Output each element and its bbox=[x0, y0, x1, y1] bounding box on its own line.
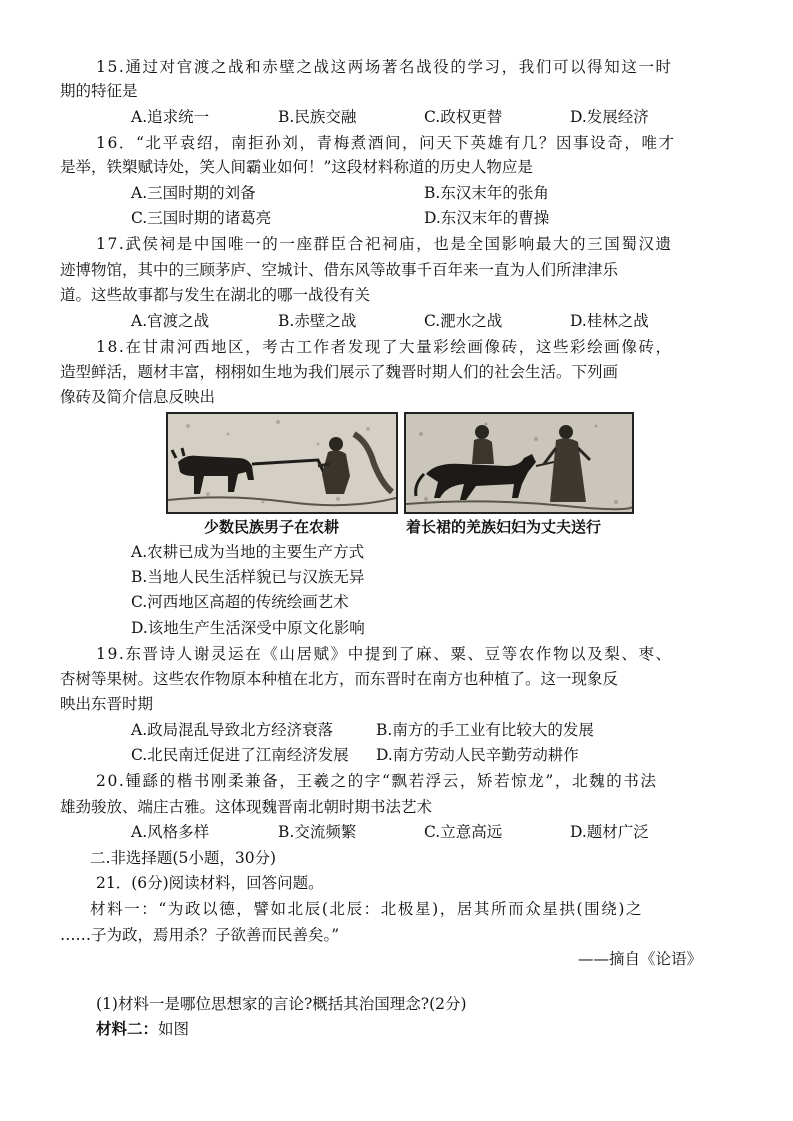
q18-option-c: C.河西地区高超的传统绘画艺术 bbox=[131, 593, 349, 611]
q21-material2 bbox=[96, 1018, 189, 1040]
q18-option-d: D.该地生产生活深受中原文化影响 bbox=[131, 619, 365, 637]
material2-label: 材料二： bbox=[96, 1019, 159, 1038]
q18-stem-line1: 18.在甘肃河西地区，考古工作者发现了大量彩绘画像砖，这些彩绘画像砖， bbox=[96, 338, 673, 356]
q15-stem-line2: 期的特征是 bbox=[60, 82, 138, 100]
q20-option-a: A.风格多样 bbox=[131, 823, 210, 841]
q17-stem-line1: 17.武侯祠是中国唯一的一座群臣合祀祠庙，也是全国影响最大的三国蜀汉遗 bbox=[96, 235, 673, 253]
q20-stem-line1: 20.锺繇的楷书刚柔兼备，王羲之的字“飘若浮云，矫若惊龙”，北魏的书法 bbox=[96, 772, 658, 790]
q15-stem-line1: 15.通过对官渡之战和赤壁之战这两场著名战役的学习，我们可以得知这一时 bbox=[96, 58, 673, 76]
q15-option-a: A.追求统一 bbox=[131, 108, 210, 126]
q20-option-c: C.立意高远 bbox=[424, 823, 503, 841]
brick-painting-farewell bbox=[404, 412, 634, 514]
q19-stem-line2: 杏树等果树。这些农作物原本种植在北方，而东晋时在南方也种植了。这一现象反 bbox=[60, 670, 619, 688]
q16-stem-line1: 16．“北平袁绍，南拒孙刘，青梅煮酒间，问天下英雄有几？因事设奇，唯才 bbox=[96, 134, 676, 152]
q16-option-d: D.东汉末年的曹操 bbox=[424, 209, 550, 227]
q20-option-b: B.交流频繁 bbox=[278, 823, 357, 841]
q17-option-c: C.淝水之战 bbox=[424, 312, 503, 330]
q19-stem-line3: 映出东晋时期 bbox=[60, 695, 154, 713]
q19-option-c: C.北民南迁促进了江南经济发展 bbox=[131, 746, 349, 764]
q19-stem-line1: 19.东晋诗人谢灵运在《山居赋》中提到了麻、粟、豆等农作物以及梨、枣、 bbox=[96, 645, 673, 663]
q17-stem-line2: 迹博物馆，其中的三顾茅庐、空城计、借东风等故事千百年来一直为人们所津津乐 bbox=[60, 261, 619, 279]
caption-farming: 少数民族男子在农耕 bbox=[204, 518, 340, 536]
q15-option-d: D.发展经济 bbox=[570, 108, 649, 126]
q16-stem-line2: 是举，铁槊赋诗处，笑人间霸业如何！”这段材料称道的历史人物应是 bbox=[60, 158, 533, 176]
q21-material1-line1: 材料一：“为政以德，譬如北辰(北辰：北极星)，居其所而众星拱(围绕)之 bbox=[90, 900, 644, 918]
q16-option-b: B.东汉末年的张角 bbox=[424, 184, 549, 202]
q19-option-d: D.南方劳动人民辛勤劳动耕作 bbox=[376, 746, 579, 764]
q15-option-b: B.民族交融 bbox=[278, 108, 357, 126]
q18-option-b: B.当地人民生活样貌已与汉族无异 bbox=[131, 568, 365, 586]
q19-option-b: B.南方的手工业有比较大的发展 bbox=[376, 721, 594, 739]
q20-stem-line2: 雄劲骏放、端庄古雅。这体现魏晋南北朝时期书法艺术 bbox=[60, 798, 433, 816]
caption-farewell: 着长裙的羌族妇妇为丈夫送行 bbox=[406, 518, 602, 536]
q21-source: ——摘自《论语》 bbox=[578, 950, 703, 968]
q16-option-c: C.三国时期的诸葛亮 bbox=[131, 209, 272, 227]
farewell-scene-image bbox=[406, 414, 632, 512]
q21-question1: (1)材料一是哪位思想家的言论?概括其治国理念?(2分) bbox=[96, 995, 467, 1013]
section-heading-non-choice: 二.非选择题(5小题，30分) bbox=[90, 849, 277, 867]
q17-stem-line3: 道。这些故事都与发生在湖北的哪一战役有关 bbox=[60, 286, 371, 304]
q17-option-b: B.赤壁之战 bbox=[278, 312, 357, 330]
q20-option-d: D.题材广泛 bbox=[570, 823, 649, 841]
farming-scene-image bbox=[168, 414, 396, 512]
q21-material1-line2: ……子为政，焉用杀？子欲善而民善矣。” bbox=[60, 926, 340, 944]
q18-stem-line3: 像砖及简介信息反映出 bbox=[60, 388, 216, 406]
q18-option-a: A.农耕已成为当地的主要生产方式 bbox=[131, 543, 365, 561]
brick-painting-farming bbox=[166, 412, 398, 514]
q19-option-a: A.政局混乱导致北方经济衰落 bbox=[131, 721, 334, 739]
q21-heading: 21．(6分)阅读材料，回答问题。 bbox=[96, 874, 324, 892]
q18-stem-line2: 造型鲜活，题材丰富，栩栩如生地为我们展示了魏晋时期人们的社会生活。下列画 bbox=[60, 363, 619, 381]
q17-option-d: D.桂林之战 bbox=[570, 312, 649, 330]
q15-option-c: C.政权更替 bbox=[424, 108, 503, 126]
material2-text: 如图 bbox=[158, 1020, 190, 1038]
q16-option-a: A.三国时期的刘备 bbox=[131, 184, 256, 202]
q17-option-a: A.官渡之战 bbox=[131, 312, 210, 330]
